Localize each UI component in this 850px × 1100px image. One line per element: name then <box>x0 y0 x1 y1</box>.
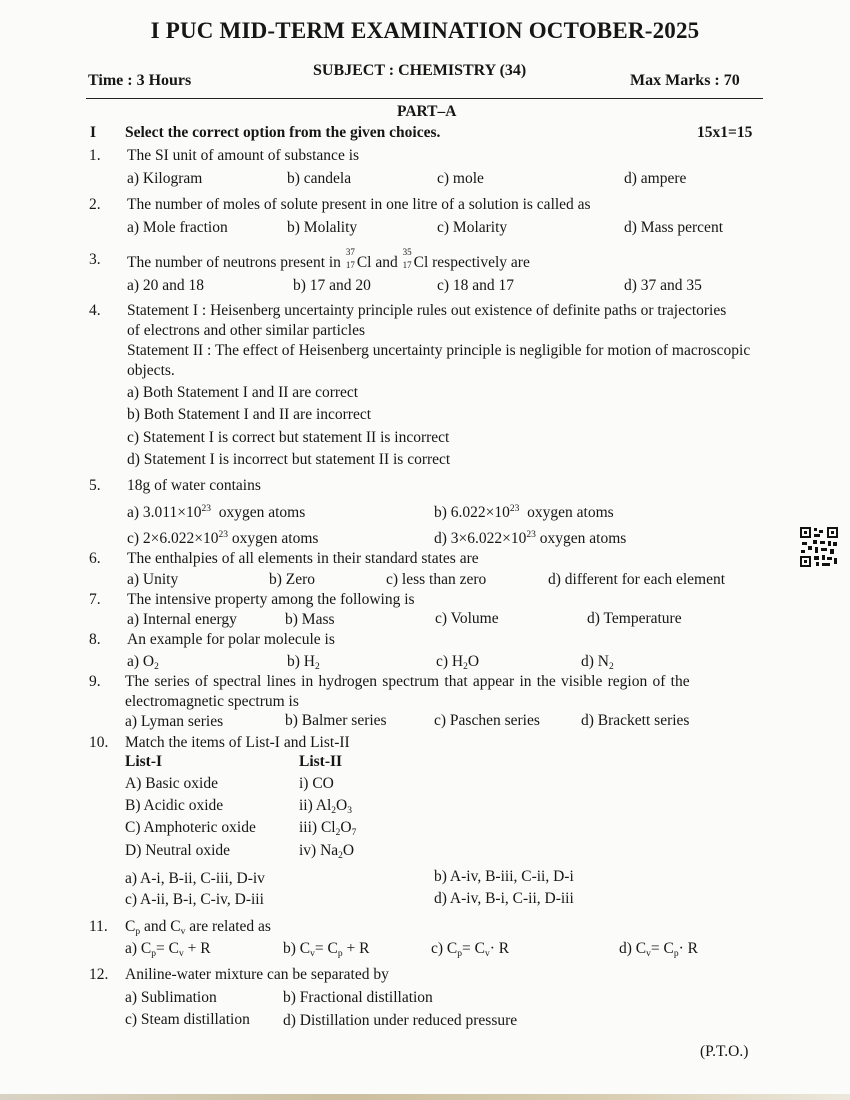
section-instruction: Select the correct option from the given choices. <box>125 124 441 141</box>
question-number: 10. <box>89 734 109 751</box>
equals: = <box>314 940 324 957</box>
symbol: C <box>299 940 311 957</box>
isotope-cl37 <box>345 247 357 270</box>
option-a: a) Both Statement I and II are correct <box>127 384 359 401</box>
question-text: The number of moles of solute present in one litre of a solution is called as <box>127 196 591 213</box>
statement-2-line-2: objects. <box>127 362 175 379</box>
mass-number: 37 <box>345 247 355 257</box>
dot-r: · R <box>678 940 698 957</box>
option-d-value: d) 3×6.022×10 <box>434 530 527 547</box>
option-a: a) Kilogram <box>127 170 203 187</box>
option-d <box>434 530 626 548</box>
option-a: a) 20 and 18 <box>127 277 205 294</box>
question-number: 4. <box>89 302 101 319</box>
list-2-heading: List-II <box>299 753 343 770</box>
option-a-value: a) 3.011×10 <box>127 504 202 521</box>
question-text: The enthalpies of all elements in their standard states are <box>127 550 479 567</box>
option-suffix: oxygen atoms <box>539 530 627 547</box>
option-c <box>436 653 479 672</box>
option-a <box>127 504 305 522</box>
element-symbol: Cl <box>356 254 372 271</box>
subscript: 7 <box>351 828 357 838</box>
option-c-value: c) 2×6.022×10 <box>127 530 219 547</box>
option-a: a) $C_p= C_v + R$ <box>125 940 211 959</box>
option-c: c) less than zero <box>386 571 487 588</box>
page-edge <box>0 1094 850 1100</box>
list-1-item: B) Acidic oxide <box>125 797 224 814</box>
plus-r: + R <box>346 940 370 957</box>
subscript: 2 <box>335 828 341 838</box>
exam-title: I PUC MID-TERM EXAMINATION OCTOBER-2025 <box>150 18 700 43</box>
list-2-item: i) CO <box>299 775 334 792</box>
option-d <box>581 653 614 672</box>
option-c: c) A-ii, B-i, C-iv, D-iii <box>125 891 264 908</box>
list-1-item: D) Neutral oxide <box>125 842 231 859</box>
option-b: b) A-iv, B-iii, C-ii, D-i <box>434 868 574 885</box>
option-b: b) $C_v= C_p + R$ <box>283 940 370 959</box>
equals: = <box>156 940 165 957</box>
exponent: 23 <box>526 530 536 540</box>
dot-r: · R <box>489 940 510 957</box>
question-number: 12. <box>89 966 109 983</box>
symbol: C <box>125 918 136 935</box>
subscript: v <box>646 949 651 959</box>
question-text: The intensive property among the following is <box>127 591 415 608</box>
question-text: An example for polar molecule is <box>127 631 335 648</box>
question-number: 2. <box>89 196 101 213</box>
statement-1-line-2: of electrons and other similar particles <box>127 322 366 339</box>
page-turn-note: (P.T.O.) <box>700 1043 749 1060</box>
exponent: 23 <box>218 530 229 540</box>
subscript: p <box>151 949 157 959</box>
option-d: d) A-iv, B-i, C-ii, D-iii <box>434 890 574 907</box>
symbol: C <box>635 940 647 957</box>
subscript: p <box>673 949 679 959</box>
option-a: a) Sublimation <box>125 989 217 1006</box>
option-b: b) Zero <box>269 571 316 588</box>
list-1-item: A) Basic oxide <box>125 775 218 792</box>
question-text: The SI unit of amount of substance is <box>127 147 360 164</box>
question-number: 8. <box>89 631 101 648</box>
qr-code <box>800 527 838 567</box>
option-c: c) Volume <box>435 610 499 627</box>
exponent: 23 <box>201 504 211 514</box>
plus-r: + R <box>187 940 211 957</box>
exponent: 23 <box>509 504 520 514</box>
list-2-item <box>299 842 354 861</box>
option-c: c) Molarity <box>437 219 508 236</box>
option-b: b) Fractional distillation <box>283 989 433 1006</box>
option-a: a) A-i, B-ii, C-iii, D-iv <box>125 870 265 887</box>
formula: iii) Cl <box>299 819 336 836</box>
option-c: c) $C_p= C_v\cdot R$ <box>431 940 510 959</box>
subscript: 2 <box>154 662 159 672</box>
option-d: d) different for each element <box>548 571 726 588</box>
symbol: C <box>168 940 179 957</box>
subscript: v <box>178 949 184 959</box>
option-a <box>127 653 159 672</box>
subscript: 2 <box>463 662 468 672</box>
option-d: d) 37 and 35 <box>624 277 702 294</box>
question-text-line-1: The series of spectral lines in hydrogen spectrum that appear in the visible region of the <box>125 673 690 690</box>
question-number: 6. <box>89 550 101 567</box>
atomic-number: 17 <box>345 260 355 270</box>
symbol: C <box>663 940 674 957</box>
subscript: p <box>135 927 141 937</box>
option-c: c) mole <box>437 170 484 187</box>
option-b: b) candela <box>287 170 352 187</box>
formula: O <box>342 842 355 859</box>
conjunction: and <box>375 254 398 271</box>
option-b: b) Balmer series <box>285 712 387 729</box>
question-number: 1. <box>89 147 101 164</box>
option-d: d) Temperature <box>587 610 682 627</box>
question-text <box>127 247 530 272</box>
formula: O <box>336 797 348 814</box>
list-1-heading: List-I <box>125 753 163 770</box>
subscript: v <box>484 949 490 959</box>
option-d: d) ampere <box>624 170 687 187</box>
option-b: b) Molality <box>287 219 358 236</box>
question-text <box>125 918 271 937</box>
option-a: a) Internal energy <box>127 611 237 628</box>
formula: a) O <box>127 653 155 670</box>
option-a: a) Mole fraction <box>127 219 228 236</box>
header-divider <box>86 98 763 99</box>
option-d: d) Statement I is incorrect but statement II is correct <box>127 451 451 468</box>
subscript: 2 <box>331 806 337 816</box>
mass-number: 35 <box>402 247 412 257</box>
equals: = <box>650 940 660 957</box>
option-c: c) Steam distillation <box>125 1011 250 1028</box>
option-suffix: oxygen atoms <box>527 504 614 521</box>
symbol: C <box>327 940 338 957</box>
option-c: c) Paschen series <box>434 712 540 729</box>
option-d: d) Brackett series <box>581 712 690 729</box>
question-text: Match the items of List-I and List-II <box>125 734 350 751</box>
option-b-value: b) 6.022×10 <box>434 504 510 521</box>
formula: b) H <box>287 653 315 670</box>
option-a: a) Unity <box>127 571 179 588</box>
option-b: b) Both Statement I and II are incorrect <box>127 406 372 423</box>
formula: O <box>340 819 352 836</box>
question-text-line-2: electromagnetic spectrum is <box>125 693 299 710</box>
subscript: 3 <box>347 806 352 816</box>
symbol: C <box>170 918 181 935</box>
option-b <box>434 504 614 522</box>
question-number: 9. <box>89 673 101 690</box>
subscript: p <box>337 949 343 959</box>
conjunction: and <box>143 918 167 935</box>
option-c: c) 18 and 17 <box>437 277 515 294</box>
option-suffix: oxygen atoms <box>218 504 306 521</box>
time-label: Time : 3 Hours <box>88 72 192 89</box>
max-marks-label: Max Marks : 70 <box>630 72 740 89</box>
part-heading: PART–A <box>397 103 457 120</box>
option-d: d) $C_v= C_p\cdot R$ <box>619 940 698 959</box>
question-number: 5. <box>89 477 101 494</box>
list-2-item <box>299 797 352 816</box>
formula: d) N <box>581 653 609 670</box>
element-symbol: Cl <box>413 254 429 271</box>
question-text-end: respectively are <box>432 254 530 271</box>
question-text: Aniline-water mixture can be separated by <box>125 966 389 983</box>
option-d: d) Distillation under reduced pressure <box>283 1012 518 1029</box>
question-text-start: The number of neutrons present in <box>127 254 341 271</box>
atomic-number: 17 <box>402 260 412 270</box>
statement-1-line-1: Statement I : Heisenberg uncertainty principle rules out existence of definite paths or trajectories <box>127 302 727 319</box>
equals: = <box>462 940 471 957</box>
section-marks: 15x1=15 <box>697 124 753 141</box>
formula: c) H <box>436 653 464 670</box>
symbol: C <box>140 940 152 957</box>
question-number: 3. <box>89 251 101 268</box>
option-suffix: oxygen atoms <box>231 530 319 547</box>
option-c <box>127 530 318 548</box>
option-b: b) Mass <box>285 611 335 628</box>
formula: iv) Na <box>299 842 339 859</box>
subscript: 2 <box>338 851 343 861</box>
option-b: b) 17 and 20 <box>293 277 371 294</box>
list-2-item <box>299 819 356 838</box>
subject-label: SUBJECT : CHEMISTRY (34) <box>313 62 527 79</box>
subscript: 2 <box>608 662 614 672</box>
subscript: v <box>180 927 186 937</box>
statement-2-line-1: Statement II : The effect of Heisenberg uncertainty principle is negligible for motion of macroscopic <box>127 342 751 359</box>
question-number: 7. <box>89 591 101 608</box>
question-number: 11. <box>89 918 108 935</box>
option-a: a) Lyman series <box>125 713 224 730</box>
subscript: v <box>310 949 315 959</box>
question-text-end: are related as <box>189 918 271 935</box>
isotope-cl35 <box>402 247 414 270</box>
option-d: d) Mass percent <box>624 219 723 236</box>
subscript: 2 <box>314 662 320 672</box>
question-text: 18g of water contains <box>127 477 261 494</box>
symbol: C <box>446 940 458 957</box>
option-c: c) Statement I is correct but statement II is incorrect <box>127 429 450 446</box>
section-roman: I <box>90 124 97 141</box>
formula-end: O <box>467 653 480 670</box>
symbol: C <box>474 940 485 957</box>
option-b <box>287 653 320 672</box>
formula: ii) Al <box>299 797 332 814</box>
list-1-item: C) Amphoteric oxide <box>125 819 256 836</box>
subscript: p <box>457 949 463 959</box>
